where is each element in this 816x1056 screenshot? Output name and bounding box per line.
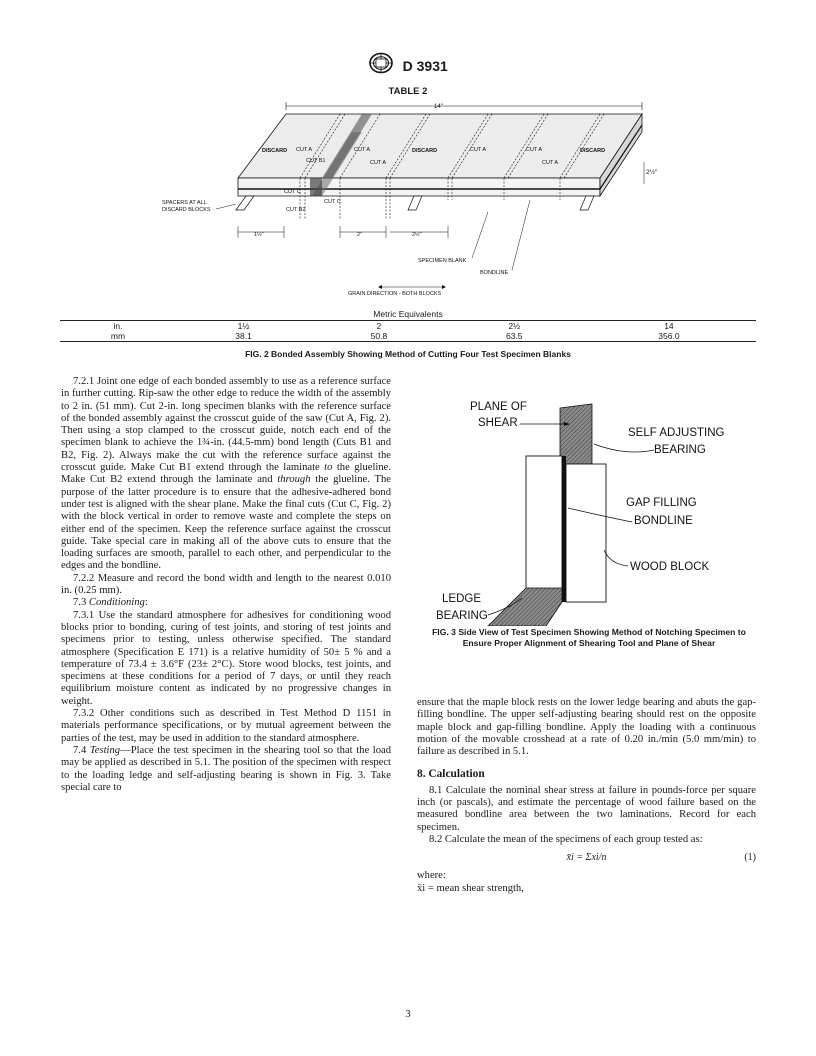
table-cell: 63.5 (447, 331, 582, 342)
metric-caption: Metric Equivalents (373, 309, 443, 319)
table-cell: 14 (664, 321, 674, 331)
discard-label-3: DISCARD (580, 148, 606, 154)
wood-block-label: WOOD BLOCK (630, 561, 710, 573)
cut-b2-label: CUT B2 (286, 207, 306, 213)
paragraph-7-3-1: 7.3.1 Use the standard atmosphere for adhesives for conditioning wood blocks prior to bonding, curing of test joints, and storing of test joints and specimens prior to testing, unless otherwise specified. The standard atmosphere (Specification E 171) is a relative humidity of 50± 5 % and a temperature of 73.4 ± 3.6°F (23± 2°C). Store wood blocks, test joints, and specimens at these conditions for a period of 7 days, or until they reach equilibrium moisture content as indicated by no progressive changes in weight. (61, 609, 391, 707)
table-row (60, 331, 756, 342)
plane-of-label: PLANE OF (470, 401, 527, 413)
right-column (417, 697, 756, 895)
grain-direction-label: GRAIN DIRECTION - BOTH BLOCKS (348, 291, 442, 297)
bearing-label-2: BEARING (436, 610, 488, 622)
table-cell: 356.0 (582, 331, 756, 342)
table-cell: 2 (376, 321, 382, 331)
equation-expression: x̄i = Σxi/n (566, 852, 607, 864)
figure-3-drawing (426, 398, 766, 626)
table-cell: mm (60, 331, 176, 342)
bearing-label-1: BEARING (654, 444, 706, 456)
cut-a-label-4: CUT A (470, 147, 487, 153)
discard-label-2: DISCARD (412, 148, 438, 154)
paragraph-7-2-1: 7.2.1 Joint one edge of each bonded assembly to use as a reference surface in further cutting. Rip-saw the other edge to reduce the width of the assembly to 2 in. (51 mm). Cut 2-in. long specimen blanks with the reference surface of the bonded assembly against the crosscut guide of the saw (Cut A, Fig. 2). Then using a stop clamped to the crosscut guide, notch each end of the specimen blank to achieve the 1¾-in. (44.5-mm) bond length (Cuts B1 and B2, Fig. 2). Always make the cut with the reference surface against the crosscut guide. Make Cut B1 extend through the laminate to the glueline. Make Cut B2 extend through the laminate and through the glueline. The purpose of the latter procedure is to ensure that the adhesive-adhered bond under test is aligned with the shear plane. Make the final cuts (Cut C, Fig. 2) with the block vertical in order to remove waste and complete the steps on either end of the specimen. Keep the reference surface against the crosscut guide. Take special care in making all of the above cuts to ensure that the loading surfaces are smooth, parallel to each other, and perpendicular to the edges and the bondline. (61, 376, 391, 572)
figure-2-caption: FIG. 2 Bonded Assembly Showing Method of Cutting Four Test Specimen Blanks (245, 349, 571, 359)
cut-c-label-1: CUT C (284, 189, 301, 195)
cut-a-label-1: CUT A (296, 147, 313, 153)
astm-logo (368, 52, 394, 79)
dim-2-half-label: 2½" (412, 232, 422, 238)
section-8-heading: 8. Calculation (417, 768, 485, 781)
page-number: 3 (405, 1009, 411, 1020)
table-cell: 1½ (237, 321, 250, 331)
table-row (60, 321, 756, 331)
cut-a-label-2: CUT A (354, 147, 371, 153)
table-title: TABLE 2 (388, 86, 428, 97)
paragraph-continued: ensure that the maple block rests on the lower ledge bearing and abuts the gap-filling bondline. The upper self-adjusting bearing should rest on the opposite maple block and gap-filling bondline. Apply the loading with a continuous motion of the movable crosshead at a rate of 0.20 in./min (5.0 mm/min) to failure as described in 5.1. (417, 697, 756, 758)
where-label: where: (417, 870, 446, 882)
paragraph-7-4: 7.4 Testing—Place the test specimen in the shearing tool so that the load may be applied as described in 5.1. The position of the specimen with respect to the loading ledge and self-adjusting bearing is shown in Fig. 3. Take special care to (61, 744, 391, 793)
paragraph-7-2-2: 7.2.2 Measure and record the bond width and length to the nearest 0.010 in. (0.25 mm). (61, 572, 391, 597)
cut-c-label-2: CUT C (324, 199, 341, 205)
figure-2-drawing (150, 100, 670, 306)
table-cell: 38.1 (176, 331, 311, 342)
spacers-label: SPACERS AT ALL (162, 200, 207, 206)
left-column (61, 376, 391, 794)
shear-label: SHEAR (478, 417, 518, 429)
designation: D 3931 (402, 57, 448, 74)
bondline-label: BONDLINE (480, 270, 509, 276)
cut-a-label-6: CUT A (542, 160, 559, 166)
definition-mean: x̄i = mean shear strength, (417, 882, 524, 894)
dim-14-label: 14" (434, 104, 443, 110)
ledge-label: LEDGE (442, 593, 481, 605)
equation-number: (1) (744, 852, 756, 864)
page-header (0, 52, 816, 79)
cut-a-label-5: CUT A (526, 147, 543, 153)
gap-filling-label: GAP FILLING (626, 497, 697, 509)
cut-a-label-3: CUT A (370, 160, 387, 166)
discard-label-1: DISCARD (262, 148, 288, 154)
paragraph-8-1: 8.1 Calculate the nominal shear stress at failure in pounds-force per square inch (or pascals), and estimate the percentage of wood failure based on the measured bondline area between the two laminations. Record for each specimen. (417, 784, 756, 833)
metric-equivalents-table (60, 309, 756, 342)
table-cell: 50.8 (311, 331, 446, 342)
bondline-label: BONDLINE (634, 515, 693, 527)
paragraph-7-3-2: 7.3.2 Other conditions such as described in Test Method D 1151 in materials performance specifications, or by mutual agreement between the parties of the test, may be used in addition to the standard atmosphere. (61, 708, 391, 744)
heading-7-3: 7.3 Conditioning: (73, 597, 148, 609)
dim-1-half-label: 1½" (254, 232, 264, 238)
dim-2-label: 2" (357, 232, 363, 238)
table-cell: 2½ (508, 321, 521, 331)
cut-b1-label: CUT B1 (306, 158, 326, 164)
table-cell: in. (113, 321, 123, 331)
specimen-blank-label: SPECIMEN BLANK (418, 258, 467, 264)
spacers-label-2: DISCARD BLOCKS (162, 207, 211, 213)
figure-3-caption: FIG. 3 Side View of Test Specimen Showing Method of Notching Specimen to Ensure Proper Alignment of Shearing Tool and Plane of Shear (432, 627, 746, 648)
equation-1 (417, 852, 756, 866)
paragraph-8-2: 8.2 Calculate the mean of the specimens of each group tested as: (429, 833, 703, 845)
side-dim-label: 2½" (646, 169, 658, 176)
self-adjusting-label: SELF ADJUSTING (628, 427, 725, 439)
